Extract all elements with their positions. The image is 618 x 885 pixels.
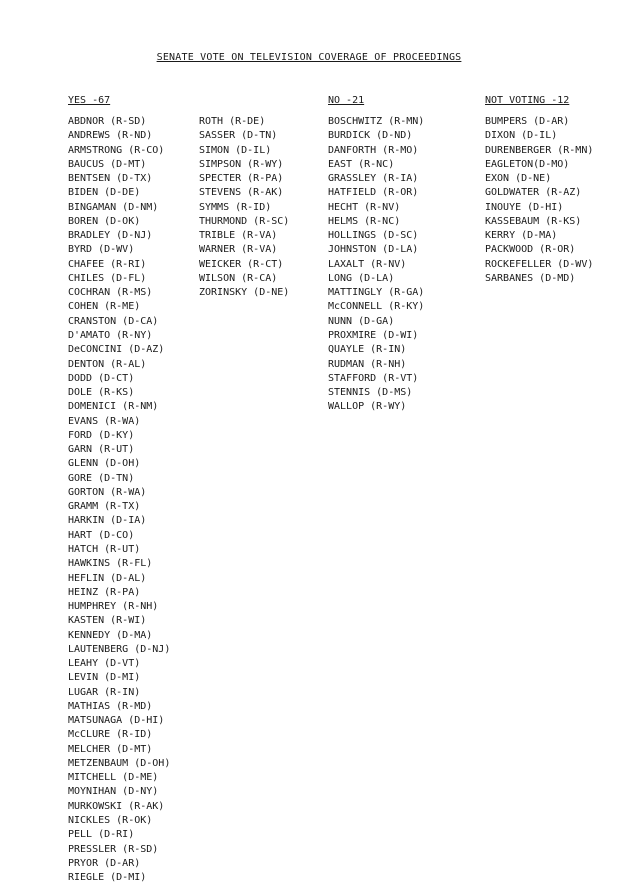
senator-entry: PACKWOOD (R-OR) [485,244,576,256]
senator-entry: McCLURE (R-ID) [68,729,153,741]
senator-entry: WILSON (R-CA) [199,272,278,284]
senator-entry: INOUYE (D-HI) [485,201,564,213]
senator-entry: STAFFORD (R-VT) [328,372,419,384]
page-title: SENATE VOTE ON TELEVISION COVERAGE OF PROCEEDINGS [156,52,462,63]
senator-entry: RUDMAN (R-NH) [328,358,407,370]
senator-entry: RIEGLE (D-MI) [68,872,147,884]
senator-entry: WALLOP (R-WY) [328,401,407,413]
senator-entry: SARBANES (D-MD) [485,272,576,284]
senator-entry: BINGAMAN (D-NM) [68,201,159,213]
senator-entry: HOLLINGS (D-SC) [328,230,419,242]
senator-entry: BRADLEY (D-NJ) [68,230,153,242]
senator-entry: MATSUNAGA (D-HI) [68,715,165,727]
senator-entry: STENNIS (D-MS) [328,387,413,399]
senator-entry: HEINZ (R-PA) [68,586,141,598]
senator-entry: METZENBAUM (D-OH) [68,757,171,769]
senator-entry: DOLE (R-KS) [68,387,135,399]
senator-entry: BAUCUS (D-MT) [68,158,147,170]
senator-entry: JOHNSTON (D-LA) [328,244,419,256]
senator-entry: BENTSEN (D-TX) [68,173,153,185]
senator-entry: LAUTENBERG (D-NJ) [68,643,171,655]
senator-entry: GARN (R-UT) [68,444,135,456]
senator-entry: LEVIN (D-MI) [68,672,141,684]
senator-entry: MELCHER (D-MT) [68,743,153,755]
no-list [328,115,424,415]
not-voting-column [485,94,593,286]
senator-entry: FORD (D-KY) [68,429,135,441]
senator-entry: HEFLIN (D-AL) [68,572,147,584]
senator-entry: HATFIELD (R-OR) [328,187,419,199]
senator-entry: GRASSLEY (R-IA) [328,173,419,185]
senator-entry: SYMMS (R-ID) [199,201,272,213]
senator-entry: CRANSTON (D-CA) [68,315,159,327]
senator-entry: LUGAR (R-IN) [68,686,141,698]
senator-entry: SIMPSON (R-WY) [199,158,284,170]
senator-entry: ANDREWS (R-ND) [68,130,153,142]
senator-entry: SASSER (D-TN) [199,130,278,142]
senator-entry: HECHT (R-NV) [328,201,401,213]
senator-entry: LAXALT (R-NV) [328,258,407,270]
senator-entry: PRESSLER (R-SD) [68,843,159,855]
yes-header: YES -67 [68,95,111,106]
senator-entry: MATTINGLY (R-GA) [328,287,425,299]
not-voting-list [485,115,593,286]
senator-entry: COHEN (R-ME) [68,301,141,313]
senator-entry: McCONNELL (R-KY) [328,301,425,313]
senator-entry: COCHRAN (R-MS) [68,287,153,299]
senator-entry: KERRY (D-MA) [485,230,558,242]
not-voting-header: NOT VOTING -12 [485,95,570,106]
senator-entry: BUMPERS (D-AR) [485,116,570,127]
senator-entry: DODD (D-CT) [68,372,135,384]
senator-entry: SIMON (D-IL) [199,144,272,156]
senator-entry: CHAFEE (R-RI) [68,258,147,270]
senator-entry: DURENBERGER (R-MN) [485,144,594,156]
senator-entry: DeCONCINI (D-AZ) [68,344,165,356]
senator-entry: KENNEDY (D-MA) [68,629,153,641]
senator-entry: GOLDWATER (R-AZ) [485,187,582,199]
senator-entry: BURDICK (D-ND) [328,130,413,142]
senator-entry: WARNER (R-VA) [199,244,278,256]
senator-entry: TRIBLE (R-VA) [199,230,278,242]
senator-entry: EVANS (R-WA) [68,415,141,427]
senator-entry: HUMPHREY (R-NH) [68,601,159,613]
senator-entry: BOSCHWITZ (R-MN) [328,116,425,127]
yes-list-continued [199,115,289,300]
senator-entry: BIDEN (D-DE) [68,187,141,199]
senator-entry: EXON (D-NE) [485,173,552,185]
senator-entry: THURMOND (R-SC) [199,215,290,227]
senator-entry: DOMENICI (R-NM) [68,401,159,413]
senator-entry: DENTON (R-AL) [68,358,147,370]
senator-entry: NICKLES (R-OK) [68,815,153,827]
senator-entry: EAGLETON(D-MO) [485,158,570,170]
senator-entry: PROXMIRE (D-WI) [328,329,419,341]
senator-entry: GORE (D-TN) [68,472,135,484]
yes-column-continued [199,115,289,300]
senator-entry: GORTON (R-WA) [68,486,147,498]
senator-entry: PELL (D-RI) [68,829,135,841]
senator-entry: ROCKEFELLER (D-WV) [485,258,594,270]
senator-entry: PRYOR (D-AR) [68,857,141,869]
senator-entry: SPECTER (R-PA) [199,173,284,185]
senator-entry: KASTEN (R-WI) [68,615,147,627]
senator-entry: ZORINSKY (D-NE) [199,287,290,299]
senator-entry: GLENN (D-OH) [68,458,141,470]
senator-entry: HART (D-CO) [68,529,135,541]
senator-entry: LONG (D-LA) [328,272,395,284]
senator-entry: NUNN (D-GA) [328,315,395,327]
senator-entry: BYRD (D-WV) [68,244,135,256]
senator-entry: CHILES (D-FL) [68,272,147,284]
senator-entry: MOYNIHAN (D-NY) [68,786,159,798]
senator-entry: QUAYLE (R-IN) [328,344,407,356]
senator-entry: MITCHELL (D-ME) [68,772,159,784]
senator-entry: KASSEBAUM (R-KS) [485,215,582,227]
senator-entry: LEAHY (D-VT) [68,658,141,670]
senator-entry: EAST (R-NC) [328,158,395,170]
senator-entry: WEICKER (R-CT) [199,258,284,270]
senator-entry: GRAMM (R-TX) [68,501,141,513]
senator-entry: ARMSTRONG (R-CO) [68,144,165,156]
senator-entry: D'AMATO (R-NY) [68,329,153,341]
senator-entry: HELMS (R-NC) [328,215,401,227]
yes-column [68,94,170,885]
senator-entry: ROTH (R-DE) [199,116,266,127]
senator-entry: BOREN (D-OK) [68,215,141,227]
senator-entry: MATHIAS (R-MD) [68,700,153,712]
senator-entry: DANFORTH (R-MO) [328,144,419,156]
senator-entry: HAWKINS (R-FL) [68,558,153,570]
senator-entry: DIXON (D-IL) [485,130,558,142]
senator-entry: HARKIN (D-IA) [68,515,147,527]
no-column [328,94,424,415]
senator-entry: MURKOWSKI (R-AK) [68,800,165,812]
senator-entry: HATCH (R-UT) [68,543,141,555]
senator-entry: STEVENS (R-AK) [199,187,284,199]
no-header: NO -21 [328,95,365,106]
yes-list [68,115,170,885]
senator-entry: ABDNOR (R-SD) [68,116,147,127]
